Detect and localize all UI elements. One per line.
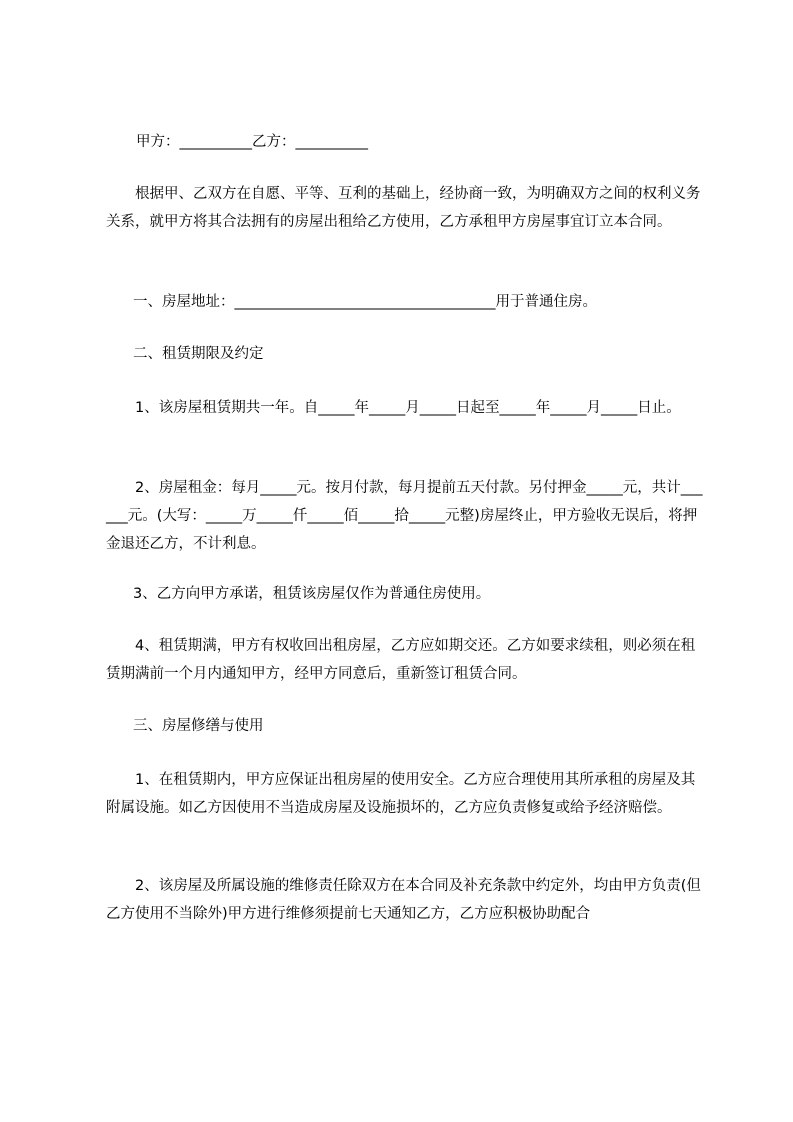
clause-2-3: 3、乙方向甲方承诺，租赁该房屋仅作为普通住房使用。 <box>133 586 491 602</box>
clause-2-1: 1、该房屋租赁期共一年。自_____年_____月_____日起至_____年_____月_____日止。 <box>135 400 681 416</box>
parties-line: 甲方：__________乙方：__________ <box>136 134 368 150</box>
clause-2-2: 2、房屋租金：每月_____元。按月付款，每月提前五天付款。另付押金_____元，共计______元。(大写：_____万_____仟_____佰_____拾_____元整)房屋终止，甲方验收无误后，将押金退还乙方，不计利息。 <box>106 480 703 552</box>
clause-3-1: 1、在租赁期内，甲方应保证出租房屋的使用安全。乙方应合理使用其所承租的房屋及其附属设施。如乙方因使用不当造成房屋及设施损坏的，乙方应负责修复或给予经济赔偿。 <box>106 772 696 816</box>
section-3-heading: 三、房屋修缮与使用 <box>133 718 264 734</box>
section-1-address: 一、房屋地址：____________________________________用于普通住房。 <box>133 294 597 310</box>
intro-paragraph: 根据甲、乙双方在自愿、平等、互利的基础上，经协商一致，为明确双方之间的权利义务关系，就甲方将其合法拥有的房屋出租给乙方使用，乙方承租甲方房屋事宜订立本合同。 <box>106 186 701 230</box>
clause-3-2: 2、该房屋及所属设施的维修责任除双方在本合同及补充条款中约定外，均由甲方负责(但乙方使用不当除外)甲方进行维修须提前七天通知乙方，乙方应积极协助配合 <box>106 878 701 922</box>
section-2-heading: 二、租赁期限及约定 <box>133 346 264 362</box>
clause-2-4: 4、租赁期满，甲方有权收回出租房屋，乙方应如期交还。乙方如要求续租，则必须在租赁期满前一个月内通知甲方，经甲方同意后，重新签订租赁合同。 <box>106 638 696 682</box>
